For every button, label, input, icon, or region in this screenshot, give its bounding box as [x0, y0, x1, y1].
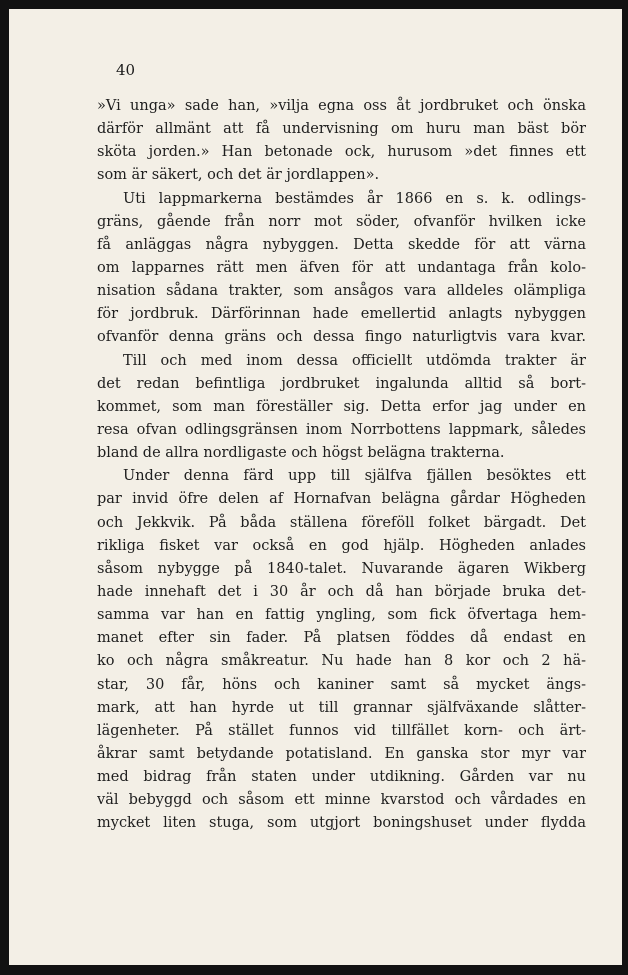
text-line: resa ofvan odlingsgränsen inom Norrbottens lappmark, således: [97, 421, 586, 438]
text-line: samma var han en fattig yngling, som fick öfvertaga hem-: [97, 607, 586, 624]
text-line: par invid öfre delen af Hornafvan belägna gårdar Högheden: [97, 491, 586, 508]
page-number: 40: [116, 61, 136, 79]
text-line: få anläggas några nybyggen. Detta skedde för att värna: [97, 236, 586, 253]
text-line: ofvanför denna gräns och dessa fingo naturligtvis vara kvar.: [97, 329, 586, 346]
text-line: det redan befintliga jordbruket ingalunda alltid så bort-: [97, 375, 586, 392]
text-line: mark, att han hyrde ut till grannar själfväxande slåtter-: [97, 699, 586, 716]
body-text: [97, 95, 586, 836]
text-line: med bidrag från staten under utdikning. Gården var nu: [97, 769, 586, 786]
text-line: nisation sådana trakter, som ansågos vara alldeles olämpliga: [97, 283, 586, 300]
text-line: som är säkert, och det är jordlappen».: [97, 167, 380, 184]
text-line: väl bebyggd och såsom ett minne kvarstod och vårdades en: [97, 792, 586, 809]
text-line: åkrar samt betydande potatisland. En ganska stor myr var: [97, 745, 586, 762]
text-line: bland de allra nordligaste och högst belägna trakterna.: [97, 445, 505, 462]
text-line: sköta jorden.» Han betonade ock, hurusom »det finnes ett: [97, 144, 586, 161]
text-line: mycket liten stuga, som utgjort boningshuset under flydda: [97, 815, 586, 832]
text-line: lägenheter. På stället funnos vid tillfället korn- och ärt-: [97, 722, 586, 739]
text-line: rikliga fisket var också en god hjälp. Högheden anlades: [97, 537, 586, 554]
text-line: såsom nybygge på 1840-talet. Nuvarande ägaren Wikberg: [97, 560, 586, 577]
book-page: [9, 9, 622, 965]
text-line: för jordbruk. Därförinnan hade emellertid anlagts nybyggen: [97, 306, 586, 323]
text-line: därför allmänt att få undervisning om huru man bäst bör: [97, 121, 586, 138]
text-line: hade innehaft det i 30 år och då han började bruka det-: [97, 583, 586, 600]
text-line: gräns, gående från norr mot söder, ofvanför hvilken icke: [97, 213, 586, 230]
paragraph-start-line: Under denna färd upp till själfva fjällen besöktes ett: [123, 468, 586, 485]
text-line: om lapparnes rätt men äfven för att undantaga från kolo-: [97, 259, 586, 276]
text-line: manet efter sin fader. På platsen föddes då endast en: [97, 630, 586, 647]
text-line: »Vi unga» sade han, »vilja egna oss åt jordbruket och önska: [97, 98, 586, 114]
text-line: och Jekkvik. På båda ställena föreföll folket bärgadt. Det: [97, 514, 586, 531]
paragraph-start-line: Till och med inom dessa officiellt utdömda trakter är: [123, 352, 586, 369]
paragraph-start-line: Uti lappmarkerna bestämdes år 1866 en s. k. odlings-: [123, 190, 586, 207]
text-line: ko och några småkreatur. Nu hade han 8 kor och 2 hä-: [97, 653, 586, 670]
text-line: star, 30 får, höns och kaniner samt så mycket ängs-: [97, 676, 586, 693]
text-line: kommet, som man föreställer sig. Detta erfor jag under en: [97, 398, 586, 415]
